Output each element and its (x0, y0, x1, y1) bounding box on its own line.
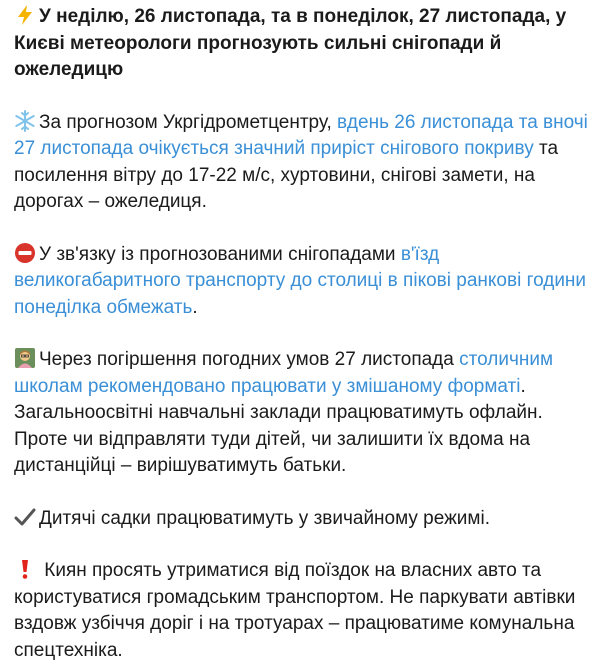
paragraph-text: Киян просять утриматися від поїздок на власних авто та користуватися громадським транспортом. Не паркувати автівки вздовж узбіччя доріг і на тротуарах – працюватиме комунальна спецтехніка. (14, 560, 576, 661)
snow-forecast-link[interactable]: вдень 26 листопада та вночі 27 листопада очікується значний приріст снігового покриву (14, 111, 588, 159)
check-mark-icon (14, 506, 36, 528)
schools-mixed-format-link[interactable]: столичним школам рекомендовано працювати у змішаному форматі (14, 349, 554, 397)
snowflake-icon (14, 110, 36, 132)
lightning-icon (14, 4, 36, 26)
paragraph-text: У зв'язку із прогнозованими снігопадами (39, 243, 401, 265)
paragraph-kindergartens (14, 506, 600, 533)
paragraph-transport (14, 242, 600, 322)
paragraph-text: . Загальноосвітні навчальні заклади працюватимуть офлайн. Проте чи відправляти туди дітей, чи залишити їх вдома на дистанційці – вирішуватимуть батьки. (14, 375, 543, 476)
paragraph-schools (14, 347, 600, 480)
exclamation-icon (14, 558, 36, 580)
paragraph-text: . (192, 296, 198, 318)
post-title (14, 4, 600, 84)
post-title-text: У неділю, 26 листопада, та в понеділок, 27 листопада, у Києві метеорологи прогнозують сильні снігопади й ожеледицю (14, 6, 567, 80)
paragraph-text: За прогнозом Укргідрометцентру, (39, 111, 338, 133)
teacher-icon (14, 347, 36, 369)
paragraph-drivers (14, 558, 600, 664)
truck-restriction-link[interactable]: в'їзд великогабаритного транспорту до столиці в пікові ранкові години понеділка обмежать (14, 243, 587, 318)
paragraph-text: Дитячі садки працюватимуть у звичайному режимі. (39, 507, 490, 529)
paragraph-text: Через погіршення погодних умов 27 листопада (39, 349, 460, 370)
no-entry-icon (14, 242, 36, 264)
paragraph-forecast (14, 110, 600, 216)
paragraph-text: та посилення вітру до 17-22 м/с, хуртовини, снігові замети, на дорогах – ожеледиця. (14, 138, 559, 212)
